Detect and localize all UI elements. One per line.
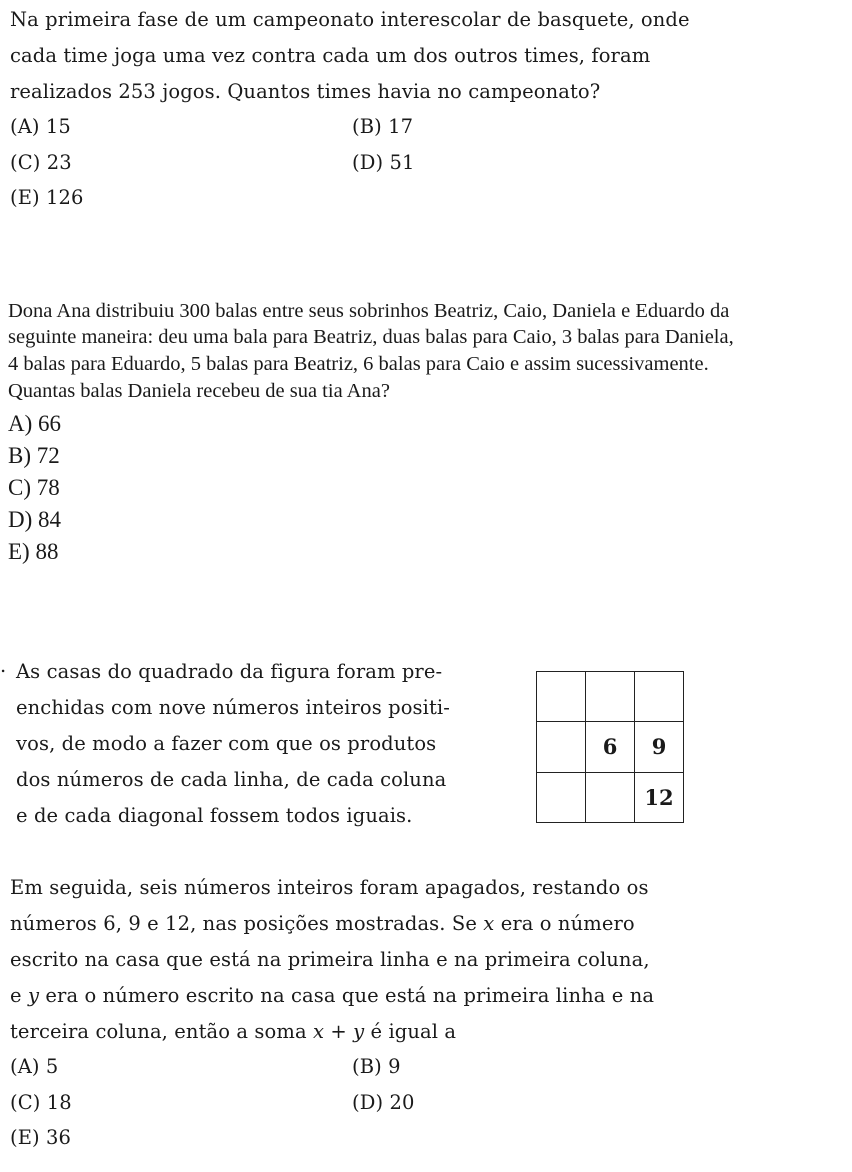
q2-option-a: A) 66 [8,411,62,436]
q1-option-a: (A) 15 [10,115,71,138]
variable-x: x [483,912,495,935]
grid-cell: 12 [635,772,684,822]
grid-row [537,672,684,722]
q1-option-d: (D) 51 [352,151,415,174]
q1-line-1: Na primeira fase de um campeonato interescolar de basquete, onde [10,8,690,31]
grid-row [537,722,684,772]
grid-cell [586,672,635,722]
q2-option-d: D) 84 [8,507,62,532]
q3-marker: . [0,654,7,677]
q3-para-text: era o número [494,912,635,935]
q3-para-text: é igual a [364,1020,457,1043]
q2-line-3: 4 balas para Eduardo, 5 balas para Beatriz, 6 balas para Caio e assim sucessivamente. [8,353,709,375]
q1-line-2: cada time joga uma vez contra cada um dos outros times, foram [10,44,651,67]
q3-para-text: e [10,984,28,1007]
q1-option-c: (C) 23 [10,151,72,174]
q3-para-line-2 [10,912,635,935]
grid-cell [586,772,635,822]
q3-line-3: vos, de modo a fazer com que os produtos [16,732,437,755]
q3-option-e: (E) 36 [10,1126,72,1149]
q1-option-e: (E) 126 [10,186,84,209]
q3-line-1: As casas do quadrado da figura foram pre- [16,660,443,683]
q1-option-b: (B) 17 [352,115,414,138]
grid-row [537,772,684,822]
grid-cell: 6 [586,722,635,772]
q3-para-line-5 [10,1020,456,1043]
magic-square-grid [536,671,684,823]
q3-line-2: enchidas com nove números inteiros positi- [16,696,450,719]
q3-option-a: (A) 5 [10,1055,59,1078]
q3-option-b: (B) 9 [352,1055,401,1078]
grid-cell: 9 [635,722,684,772]
q3-option-c: (C) 18 [10,1091,72,1114]
q3-para-text: terceira coluna, então a soma [10,1020,313,1043]
q2-option-b: B) 72 [8,443,60,468]
variable-y: y [27,984,40,1007]
sum-expression: x + y [312,1020,365,1043]
grid-cell [635,672,684,722]
q1-line-3: realizados 253 jogos. Quantos times havia no campeonato? [10,80,601,103]
q2-line-1: Dona Ana distribuiu 300 balas entre seus sobrinhos Beatriz, Caio, Daniela e Eduardo da [8,300,730,322]
q3-para-text: números 6, 9 e 12, nas posições mostradas. Se [10,912,484,935]
grid-cell [537,772,586,822]
q2-option-e: E) 88 [8,539,59,564]
q3-para-line-1: Em seguida, seis números inteiros foram apagados, restando os [10,876,649,899]
q3-para-text: era o número escrito na casa que está na primeira linha e na [39,984,655,1007]
q3-para-line-4 [10,984,654,1007]
q3-option-d: (D) 20 [352,1091,415,1114]
grid-cell [537,672,586,722]
q3-line-5: e de cada diagonal fossem todos iguais. [16,804,413,827]
q2-line-4: Quantas balas Daniela recebeu de sua tia Ana? [8,380,390,402]
grid-cell [537,722,586,772]
q3-para-line-3: escrito na casa que está na primeira linha e na primeira coluna, [10,948,650,971]
q2-option-c: C) 78 [8,475,60,500]
q2-line-2: seguinte maneira: deu uma bala para Beatriz, duas balas para Caio, 3 balas para Daniela, [8,326,734,348]
q3-line-4: dos números de cada linha, de cada coluna [16,768,447,791]
